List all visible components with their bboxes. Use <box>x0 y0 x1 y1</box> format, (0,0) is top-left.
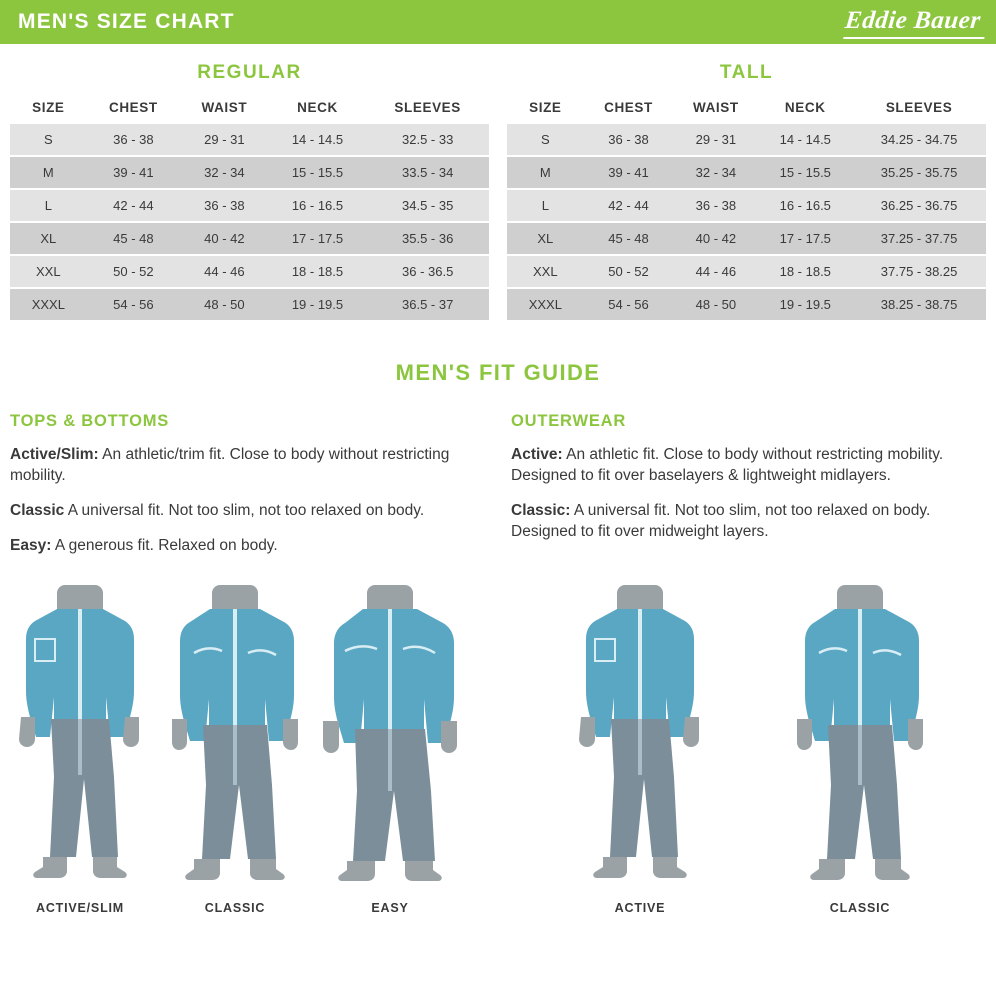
table-regular <box>10 94 489 322</box>
cell-neck: 15 - 15.5 <box>269 156 367 189</box>
table-row <box>507 156 986 189</box>
table-row <box>10 189 489 222</box>
cell-waist: 48 - 50 <box>180 288 269 321</box>
cell-chest: 50 - 52 <box>87 255 180 288</box>
table-row <box>507 222 986 255</box>
table-row <box>10 156 489 189</box>
illustration-classic-tops <box>160 579 310 899</box>
cell-waist: 32 - 34 <box>180 156 269 189</box>
cell-sleeves: 34.5 - 35 <box>366 189 489 222</box>
cell-size: XL <box>507 222 584 255</box>
fit-text: A universal fit. Not too slim, not too relaxed on body. Designed to fit over midweight layers. <box>511 501 931 540</box>
fit-entry <box>10 445 485 487</box>
cell-neck: 14 - 14.5 <box>758 124 852 156</box>
figure-label: ACTIVE <box>614 900 666 915</box>
cell-chest: 39 - 41 <box>87 156 180 189</box>
table-row <box>10 124 489 156</box>
cell-waist: 40 - 42 <box>180 222 269 255</box>
cell-size: S <box>10 124 87 156</box>
fit-text: An athletic fit. Close to body without restricting mobility. Designed to fit over baselayers & lightweight midlayers. <box>511 446 944 484</box>
table-row <box>10 288 489 321</box>
fit-guide-columns <box>0 386 996 571</box>
col-header-chest: CHEST <box>584 94 674 124</box>
cell-waist: 48 - 50 <box>673 288 758 321</box>
table-row <box>10 222 489 255</box>
fit-entry <box>511 445 986 487</box>
cell-waist: 29 - 31 <box>673 124 758 156</box>
table-caption-tall: TALL <box>719 62 774 83</box>
fit-column-outerwear <box>511 412 986 571</box>
figure-label: CLASSIC <box>829 900 891 915</box>
figure-classic-outerwear <box>785 579 935 915</box>
fit-heading-outerwear: OUTERWEAR <box>511 412 627 430</box>
cell-chest: 50 - 52 <box>584 255 674 288</box>
cell-chest: 36 - 38 <box>87 124 180 156</box>
col-header-size: SIZE <box>507 94 584 124</box>
table-header-row <box>507 94 986 124</box>
cell-neck: 14 - 14.5 <box>269 124 367 156</box>
table-row <box>507 288 986 321</box>
cell-chest: 54 - 56 <box>584 288 674 321</box>
cell-size: XXXL <box>10 288 87 321</box>
fit-heading-tops-bottoms: TOPS & BOTTOMS <box>10 412 170 430</box>
cell-sleeves: 36.5 - 37 <box>366 288 489 321</box>
cell-sleeves: 35.5 - 36 <box>366 222 489 255</box>
cell-sleeves: 38.25 - 38.75 <box>852 288 986 321</box>
figure-label: EASY <box>371 900 409 915</box>
cell-sleeves: 37.75 - 38.25 <box>852 255 986 288</box>
table-row <box>507 124 986 156</box>
col-header-neck: NECK <box>269 94 367 124</box>
cell-chest: 45 - 48 <box>87 222 180 255</box>
cell-waist: 29 - 31 <box>180 124 269 156</box>
fit-entry <box>10 501 485 522</box>
cell-size: L <box>507 189 584 222</box>
cell-chest: 42 - 44 <box>87 189 180 222</box>
col-header-chest: CHEST <box>87 94 180 124</box>
cell-size: XXL <box>507 255 584 288</box>
cell-sleeves: 34.25 - 34.75 <box>852 124 986 156</box>
fit-term: Easy: <box>10 536 52 554</box>
illustration-easy <box>315 579 465 899</box>
cell-neck: 17 - 17.5 <box>269 222 367 255</box>
cell-sleeves: 36 - 36.5 <box>366 255 489 288</box>
page-title: MEN'S SIZE CHART <box>18 10 235 33</box>
cell-chest: 42 - 44 <box>584 189 674 222</box>
cell-chest: 45 - 48 <box>584 222 674 255</box>
table-row <box>507 189 986 222</box>
cell-chest: 39 - 41 <box>584 156 674 189</box>
fit-term: Classic: <box>511 501 571 519</box>
cell-waist: 40 - 42 <box>673 222 758 255</box>
figure-label: ACTIVE/SLIM <box>36 900 124 915</box>
cell-neck: 19 - 19.5 <box>758 288 852 321</box>
col-header-waist: WAIST <box>180 94 269 124</box>
illustration-active-slim <box>5 579 155 899</box>
cell-sleeves: 35.25 - 35.75 <box>852 156 986 189</box>
cell-neck: 16 - 16.5 <box>758 189 852 222</box>
figure-active-outerwear <box>565 579 715 915</box>
col-header-sleeves: SLEEVES <box>366 94 489 124</box>
col-header-neck: NECK <box>758 94 852 124</box>
table-tall <box>507 94 986 322</box>
cell-neck: 18 - 18.5 <box>269 255 367 288</box>
cell-size: L <box>10 189 87 222</box>
fit-text: A universal fit. Not too slim, not too relaxed on body. <box>64 501 425 519</box>
table-row <box>10 255 489 288</box>
figure-active-slim <box>5 579 155 915</box>
fit-entry <box>10 536 485 557</box>
cell-size: S <box>507 124 584 156</box>
cell-size: M <box>10 156 87 189</box>
cell-neck: 19 - 19.5 <box>269 288 367 321</box>
fit-text: An athletic/trim fit. Close to body without restricting mobility. <box>10 446 450 484</box>
fit-guide-title: MEN'S FIT GUIDE <box>395 360 601 385</box>
fit-text: A generous fit. Relaxed on body. <box>51 536 278 554</box>
cell-chest: 54 - 56 <box>87 288 180 321</box>
table-header-row <box>10 94 489 124</box>
illustration-classic-outerwear <box>785 579 935 899</box>
brand-logo: Eddie Bauer <box>843 7 982 38</box>
fit-term: Classic <box>10 501 65 519</box>
page-header <box>0 0 996 44</box>
cell-waist: 36 - 38 <box>673 189 758 222</box>
col-header-sleeves: SLEEVES <box>852 94 986 124</box>
cell-size: XXL <box>10 255 87 288</box>
size-table-regular <box>10 58 489 322</box>
table-row <box>507 255 986 288</box>
size-tables <box>0 44 996 322</box>
fit-entry <box>511 501 986 543</box>
cell-waist: 36 - 38 <box>180 189 269 222</box>
cell-size: XL <box>10 222 87 255</box>
cell-size: XXXL <box>507 288 584 321</box>
col-header-size: SIZE <box>10 94 87 124</box>
figure-label: CLASSIC <box>204 900 266 915</box>
illustration-active-outerwear <box>565 579 715 899</box>
cell-waist: 44 - 46 <box>180 255 269 288</box>
cell-neck: 15 - 15.5 <box>758 156 852 189</box>
cell-sleeves: 32.5 - 33 <box>366 124 489 156</box>
cell-neck: 16 - 16.5 <box>269 189 367 222</box>
table-caption-regular: REGULAR <box>197 62 302 83</box>
figure-easy <box>315 579 465 915</box>
figure-classic-tops <box>160 579 310 915</box>
cell-neck: 17 - 17.5 <box>758 222 852 255</box>
cell-neck: 18 - 18.5 <box>758 255 852 288</box>
cell-sleeves: 36.25 - 36.75 <box>852 189 986 222</box>
cell-size: M <box>507 156 584 189</box>
cell-waist: 32 - 34 <box>673 156 758 189</box>
col-header-waist: WAIST <box>673 94 758 124</box>
fit-figures <box>0 579 996 929</box>
cell-sleeves: 33.5 - 34 <box>366 156 489 189</box>
fit-column-tops-bottoms <box>10 412 485 571</box>
fit-term: Active/Slim: <box>10 446 99 463</box>
size-table-tall <box>507 58 986 322</box>
cell-chest: 36 - 38 <box>584 124 674 156</box>
fit-term: Active: <box>511 446 563 463</box>
cell-sleeves: 37.25 - 37.75 <box>852 222 986 255</box>
cell-waist: 44 - 46 <box>673 255 758 288</box>
